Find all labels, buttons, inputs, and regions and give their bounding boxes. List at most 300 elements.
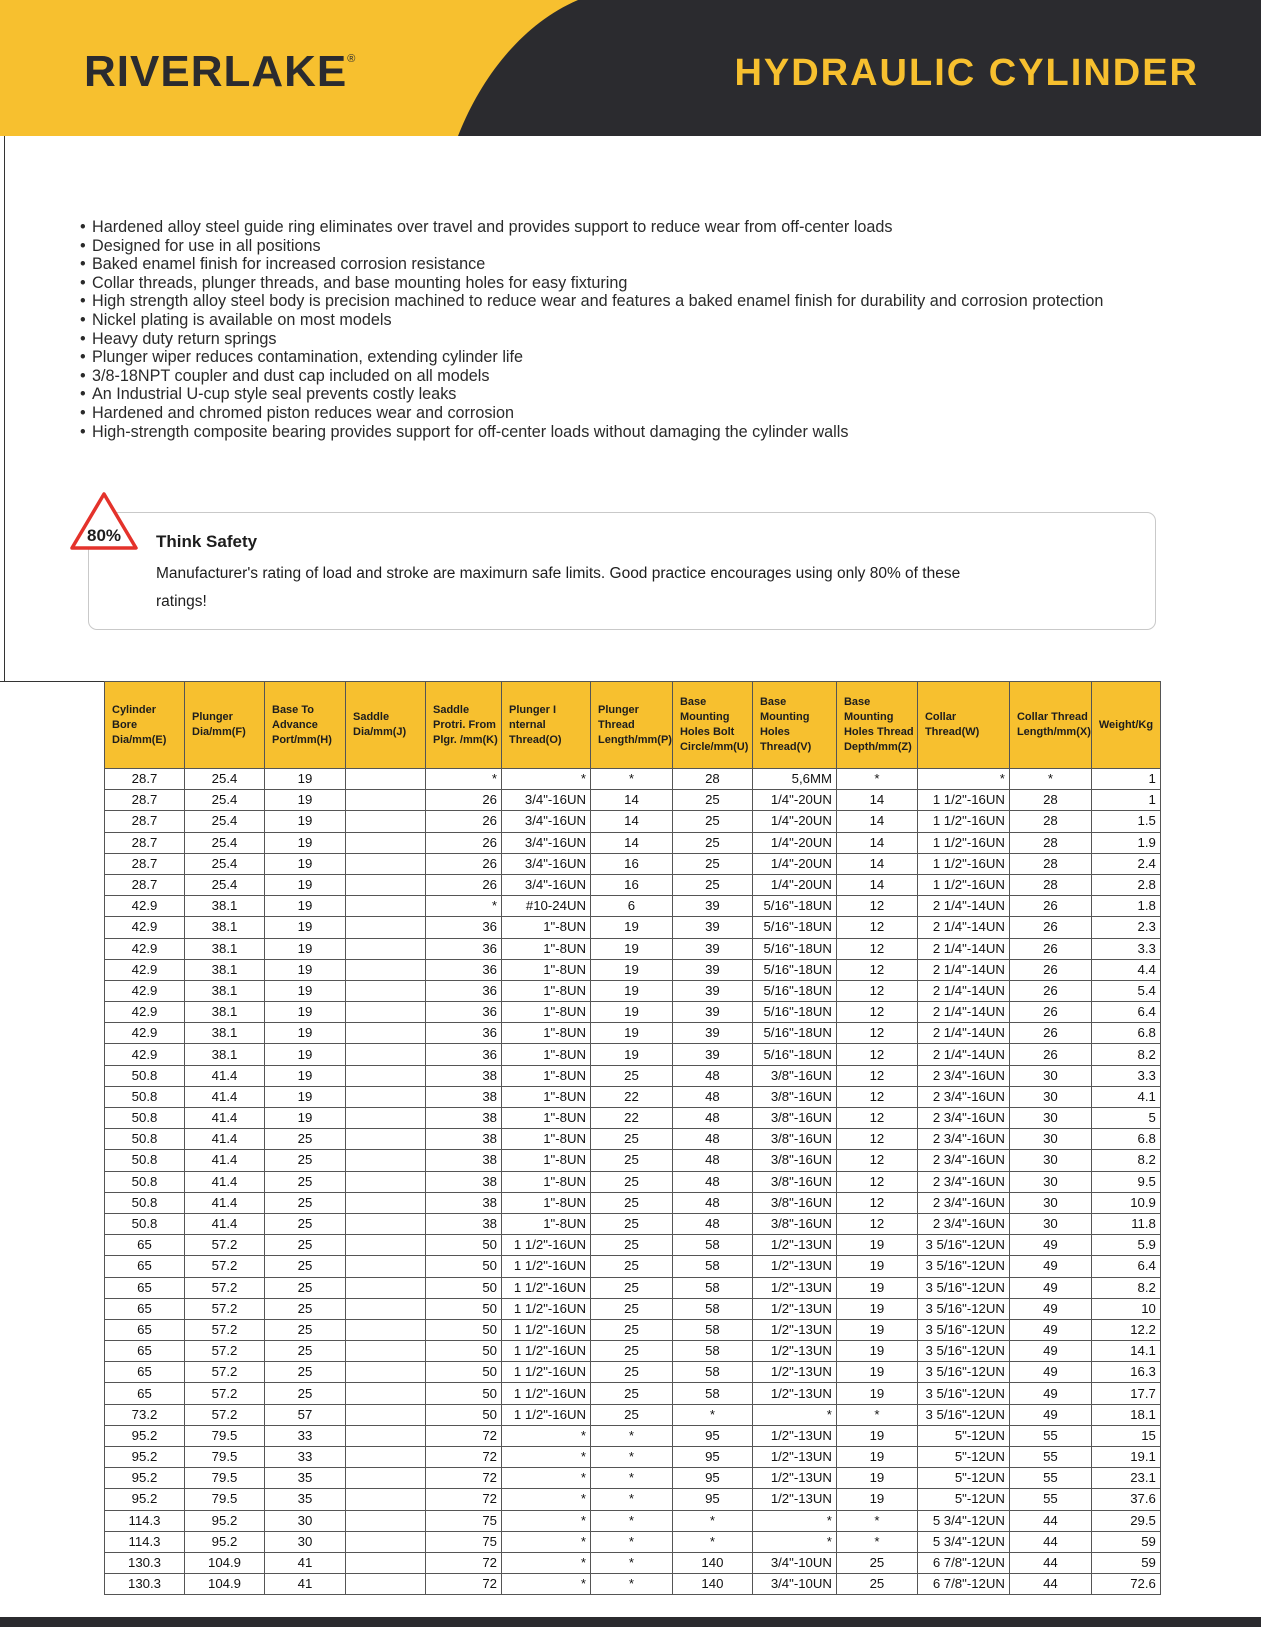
left-divider-horizontal xyxy=(0,681,104,682)
table-cell: 25 xyxy=(591,1362,673,1383)
table-cell: 16 xyxy=(591,853,673,874)
table-cell: 25 xyxy=(265,1192,346,1213)
table-cell: 5"-12UN xyxy=(917,1425,1009,1446)
table-cell: 22 xyxy=(591,1086,673,1107)
table-cell: 1/2"-13UN xyxy=(752,1489,836,1510)
feature-item: • High strength alloy steel body is precision machined to reduce wear and features a baked enamel finish for durability and corrosion protection xyxy=(80,292,1180,311)
table-cell xyxy=(346,1235,426,1256)
table-cell: 1"-8UN xyxy=(502,1086,591,1107)
table-cell: 50 xyxy=(426,1235,502,1256)
table-cell: 14 xyxy=(836,874,917,895)
table-row xyxy=(105,811,1161,832)
table-cell xyxy=(346,1044,426,1065)
table-cell: 39 xyxy=(672,1044,752,1065)
table-cell: * xyxy=(836,769,917,790)
table-cell: 25 xyxy=(591,1256,673,1277)
table-cell: 1 xyxy=(1091,790,1160,811)
table-cell: 55 xyxy=(1009,1425,1091,1446)
table-cell: 25 xyxy=(591,1150,673,1171)
table-cell: 6.8 xyxy=(1091,1129,1160,1150)
table-cell: 1/2"-13UN xyxy=(752,1341,836,1362)
table-cell: 95.2 xyxy=(105,1489,185,1510)
table-row xyxy=(105,1129,1161,1150)
table-row xyxy=(105,1552,1161,1573)
table-body xyxy=(105,769,1161,1595)
table-cell: 33 xyxy=(265,1447,346,1468)
table-cell: 44 xyxy=(1009,1531,1091,1552)
table-cell xyxy=(346,1213,426,1234)
table-cell: * xyxy=(591,1489,673,1510)
table-row xyxy=(105,853,1161,874)
table-cell: 35 xyxy=(265,1489,346,1510)
table-cell: * xyxy=(502,1510,591,1531)
table-cell: 25.4 xyxy=(185,811,265,832)
table-cell: 1"-8UN xyxy=(502,959,591,980)
table-cell: 1 1/2"-16UN xyxy=(502,1404,591,1425)
table-cell: 48 xyxy=(672,1086,752,1107)
table-cell: * xyxy=(502,1574,591,1595)
table-cell: * xyxy=(836,1531,917,1552)
table-cell: 1/2"-13UN xyxy=(752,1447,836,1468)
table-cell: 25 xyxy=(591,1171,673,1192)
table-cell: 25 xyxy=(591,1404,673,1425)
table-cell: 140 xyxy=(672,1552,752,1573)
table-cell: 12 xyxy=(836,1086,917,1107)
table-cell: 38.1 xyxy=(185,980,265,1001)
table-cell: 50 xyxy=(426,1362,502,1383)
table-cell xyxy=(346,1256,426,1277)
feature-item: • Heavy duty return springs xyxy=(80,330,1180,349)
table-cell: 72.6 xyxy=(1091,1574,1160,1595)
feature-item: • 3/8-18NPT coupler and dust cap included on all models xyxy=(80,367,1180,386)
table-cell: * xyxy=(502,1447,591,1468)
table-cell: 5,6MM xyxy=(752,769,836,790)
table-cell: 41 xyxy=(265,1552,346,1573)
table-cell: 1"-8UN xyxy=(502,1129,591,1150)
table-cell: 65 xyxy=(105,1362,185,1383)
table-cell: 50 xyxy=(426,1256,502,1277)
feature-item: • High-strength composite bearing provides support for off-center loads without damaging the cylinder walls xyxy=(80,423,1180,442)
table-cell: 25 xyxy=(265,1362,346,1383)
table-cell: 3/4"-16UN xyxy=(502,811,591,832)
table-cell: 48 xyxy=(672,1171,752,1192)
table-cell: 11.8 xyxy=(1091,1213,1160,1234)
table-cell: 5 3/4"-12UN xyxy=(917,1531,1009,1552)
table-row xyxy=(105,1319,1161,1340)
table-cell: 38.1 xyxy=(185,1023,265,1044)
table-cell: 19 xyxy=(836,1256,917,1277)
table-cell: 39 xyxy=(672,938,752,959)
table-cell: 2 1/4"-14UN xyxy=(917,896,1009,917)
table-row xyxy=(105,1044,1161,1065)
table-cell: 1 1/2"-16UN xyxy=(502,1277,591,1298)
table-cell xyxy=(346,1468,426,1489)
table-row xyxy=(105,1171,1161,1192)
table-cell: 28.7 xyxy=(105,769,185,790)
table-cell: 12 xyxy=(836,938,917,959)
table-cell: 25 xyxy=(591,1277,673,1298)
table-cell: 42.9 xyxy=(105,896,185,917)
feature-item: • Baked enamel finish for increased corrosion resistance xyxy=(80,255,1180,274)
table-cell: 19 xyxy=(836,1277,917,1298)
table-cell: * xyxy=(836,1510,917,1531)
table-cell: 26 xyxy=(426,874,502,895)
table-cell: 49 xyxy=(1009,1341,1091,1362)
table-cell: * xyxy=(591,1510,673,1531)
table-row xyxy=(105,1065,1161,1086)
table-cell: 12 xyxy=(836,959,917,980)
table-cell: 1 1/2"-16UN xyxy=(502,1298,591,1319)
table-cell: 1"-8UN xyxy=(502,1002,591,1023)
table-cell: 25 xyxy=(265,1129,346,1150)
table-cell: 1 1/2"-16UN xyxy=(502,1256,591,1277)
table-cell: 41.4 xyxy=(185,1086,265,1107)
table-cell: 2 1/4"-14UN xyxy=(917,980,1009,1001)
table-cell: 9.5 xyxy=(1091,1171,1160,1192)
table-row xyxy=(105,1447,1161,1468)
table-cell: 16.3 xyxy=(1091,1362,1160,1383)
column-header: Plunger I nternal Thread(O) xyxy=(502,682,591,769)
table-cell: 25 xyxy=(265,1383,346,1404)
feature-item: • Collar threads, plunger threads, and base mounting holes for easy fixturing xyxy=(80,274,1180,293)
column-header: Weight/Kg xyxy=(1091,682,1160,769)
table-cell xyxy=(346,1298,426,1319)
table-cell: 12 xyxy=(836,1065,917,1086)
table-cell: 25 xyxy=(672,853,752,874)
table-cell: 38 xyxy=(426,1192,502,1213)
table-cell: 26 xyxy=(426,853,502,874)
table-cell: 50 xyxy=(426,1341,502,1362)
table-cell: 4.1 xyxy=(1091,1086,1160,1107)
table-cell: 25 xyxy=(265,1171,346,1192)
table-cell: 57.2 xyxy=(185,1319,265,1340)
table-cell: 19 xyxy=(591,980,673,1001)
table-cell: 2 3/4"-16UN xyxy=(917,1086,1009,1107)
table-row xyxy=(105,1277,1161,1298)
table-cell: 19 xyxy=(265,917,346,938)
table-row xyxy=(105,1108,1161,1129)
table-cell: 25 xyxy=(672,874,752,895)
table-cell: 19 xyxy=(265,980,346,1001)
table-cell: 19 xyxy=(591,1023,673,1044)
table-cell xyxy=(346,1510,426,1531)
table-cell: * xyxy=(836,1404,917,1425)
table-cell: 25 xyxy=(265,1256,346,1277)
table-cell: 14.1 xyxy=(1091,1341,1160,1362)
table-cell: 12 xyxy=(836,1002,917,1023)
table-cell: 36 xyxy=(426,1002,502,1023)
table-cell: 14 xyxy=(591,790,673,811)
table-cell: * xyxy=(426,896,502,917)
table-cell: 3 5/16"-12UN xyxy=(917,1383,1009,1404)
table-cell: 114.3 xyxy=(105,1510,185,1531)
table-cell: 1 1/2"-16UN xyxy=(917,874,1009,895)
table-cell: 3 5/16"-12UN xyxy=(917,1341,1009,1362)
table-cell: 79.5 xyxy=(185,1447,265,1468)
table-cell: 72 xyxy=(426,1552,502,1573)
table-cell xyxy=(346,1150,426,1171)
table-cell: 38 xyxy=(426,1108,502,1129)
table-cell: * xyxy=(591,769,673,790)
table-row xyxy=(105,1023,1161,1044)
table-cell: 25 xyxy=(836,1574,917,1595)
table-cell: 42.9 xyxy=(105,1002,185,1023)
table-row xyxy=(105,1298,1161,1319)
table-cell: 65 xyxy=(105,1383,185,1404)
table-cell: 55 xyxy=(1009,1489,1091,1510)
table-row xyxy=(105,1383,1161,1404)
table-row xyxy=(105,1468,1161,1489)
table-cell: 130.3 xyxy=(105,1552,185,1573)
table-cell: 3.3 xyxy=(1091,938,1160,959)
table-cell xyxy=(346,1002,426,1023)
table-cell: 41.4 xyxy=(185,1108,265,1129)
table-cell: 25 xyxy=(591,1235,673,1256)
table-cell: 5/16"-18UN xyxy=(752,980,836,1001)
table-cell: 5.9 xyxy=(1091,1235,1160,1256)
table-cell xyxy=(346,1192,426,1213)
table-cell: 25 xyxy=(591,1383,673,1404)
table-cell: 19 xyxy=(265,811,346,832)
table-cell: 19 xyxy=(591,917,673,938)
table-cell: 1/2"-13UN xyxy=(752,1468,836,1489)
table-cell: 1.8 xyxy=(1091,896,1160,917)
table-cell: 19 xyxy=(265,959,346,980)
table-row xyxy=(105,832,1161,853)
table-cell: 30 xyxy=(265,1531,346,1552)
table-cell: 12 xyxy=(836,1171,917,1192)
table-cell: 3.3 xyxy=(1091,1065,1160,1086)
column-header: Plunger Dia/mm(F) xyxy=(185,682,265,769)
table-cell: 104.9 xyxy=(185,1574,265,1595)
table-cell: 25 xyxy=(265,1235,346,1256)
table-cell: * xyxy=(672,1510,752,1531)
table-cell: 28.7 xyxy=(105,832,185,853)
table-cell: 3 5/16"-12UN xyxy=(917,1319,1009,1340)
table-cell: 14 xyxy=(591,811,673,832)
table-cell: 42.9 xyxy=(105,959,185,980)
table-cell: 5"-12UN xyxy=(917,1447,1009,1468)
table-cell: * xyxy=(591,1425,673,1446)
column-header: Saddle Protri. From Plgr. /mm(K) xyxy=(426,682,502,769)
table-cell: 140 xyxy=(672,1574,752,1595)
table-cell xyxy=(346,832,426,853)
table-cell: 2.4 xyxy=(1091,853,1160,874)
table-cell: 25 xyxy=(265,1319,346,1340)
table-cell: 58 xyxy=(672,1235,752,1256)
table-cell: 95 xyxy=(672,1447,752,1468)
table-cell: 25 xyxy=(265,1298,346,1319)
table-cell: 48 xyxy=(672,1108,752,1129)
table-cell: 1"-8UN xyxy=(502,980,591,1001)
table-cell: 19 xyxy=(836,1447,917,1468)
table-cell: 3/8"-16UN xyxy=(752,1150,836,1171)
table-cell xyxy=(346,1362,426,1383)
table-cell: 65 xyxy=(105,1256,185,1277)
table-cell: 19 xyxy=(836,1489,917,1510)
table-cell: 5"-12UN xyxy=(917,1468,1009,1489)
table-cell: 5/16"-18UN xyxy=(752,917,836,938)
table-cell: 12 xyxy=(836,1213,917,1234)
column-header: Collar Thread Length/mm(X) xyxy=(1009,682,1091,769)
table-cell: 28 xyxy=(1009,874,1091,895)
table-cell: 36 xyxy=(426,980,502,1001)
table-cell: 19 xyxy=(836,1341,917,1362)
table-cell: 2 1/4"-14UN xyxy=(917,1023,1009,1044)
table-cell: 19 xyxy=(265,938,346,959)
table-cell: 3/4"-10UN xyxy=(752,1552,836,1573)
feature-item: • Plunger wiper reduces contamination, extending cylinder life xyxy=(80,348,1180,367)
table-cell: 2 1/4"-14UN xyxy=(917,938,1009,959)
table-cell: 57.2 xyxy=(185,1256,265,1277)
table-cell: 10 xyxy=(1091,1298,1160,1319)
table-cell: 25 xyxy=(672,832,752,853)
table-cell: * xyxy=(591,1447,673,1468)
table-cell: 19 xyxy=(591,959,673,980)
table-cell: 25 xyxy=(265,1277,346,1298)
table-cell: 44 xyxy=(1009,1510,1091,1531)
table-row xyxy=(105,1510,1161,1531)
table-cell: 65 xyxy=(105,1235,185,1256)
table-cell: 38.1 xyxy=(185,896,265,917)
table-cell: * xyxy=(917,769,1009,790)
table-cell: 36 xyxy=(426,1023,502,1044)
table-cell: 1 1/2"-16UN xyxy=(502,1362,591,1383)
table-cell: 42.9 xyxy=(105,917,185,938)
table-row xyxy=(105,1531,1161,1552)
table-cell: 1/4"-20UN xyxy=(752,832,836,853)
table-cell: 50.8 xyxy=(105,1108,185,1129)
table-cell: 42.9 xyxy=(105,938,185,959)
table-row xyxy=(105,1002,1161,1023)
table-cell: * xyxy=(752,1531,836,1552)
table-cell: * xyxy=(591,1468,673,1489)
table-cell: 19 xyxy=(265,769,346,790)
table-cell: 17.7 xyxy=(1091,1383,1160,1404)
table-cell: 12 xyxy=(836,1192,917,1213)
table-cell: 4.4 xyxy=(1091,959,1160,980)
table-cell: 28 xyxy=(1009,832,1091,853)
table-cell: 1 1/2"-16UN xyxy=(502,1319,591,1340)
table-cell: 19 xyxy=(265,1044,346,1065)
table-row xyxy=(105,1341,1161,1362)
table-cell: 30 xyxy=(1009,1192,1091,1213)
table-cell: * xyxy=(502,1531,591,1552)
column-header: Base To Advance Port/mm(H) xyxy=(265,682,346,769)
table-cell: 26 xyxy=(1009,1023,1091,1044)
table-cell: 19 xyxy=(265,1086,346,1107)
table-cell: 25 xyxy=(672,811,752,832)
table-cell: 12 xyxy=(836,1108,917,1129)
table-cell: 5/16"-18UN xyxy=(752,1023,836,1044)
table-cell: 2 3/4"-16UN xyxy=(917,1150,1009,1171)
table-cell: 1/4"-20UN xyxy=(752,853,836,874)
table-cell: 5/16"-18UN xyxy=(752,938,836,959)
table-cell: 6 xyxy=(591,896,673,917)
table-cell: * xyxy=(502,1489,591,1510)
table-cell xyxy=(346,1319,426,1340)
table-cell xyxy=(346,1341,426,1362)
table-cell: 30 xyxy=(1009,1108,1091,1129)
table-cell: #10-24UN xyxy=(502,896,591,917)
table-cell: 14 xyxy=(836,832,917,853)
table-cell: 3 5/16"-12UN xyxy=(917,1277,1009,1298)
table-cell: 5/16"-18UN xyxy=(752,959,836,980)
table-cell: 1 1/2"-16UN xyxy=(917,811,1009,832)
table-cell: 26 xyxy=(426,811,502,832)
table-row xyxy=(105,1150,1161,1171)
table-cell: 1/4"-20UN xyxy=(752,811,836,832)
table-cell: 28.7 xyxy=(105,853,185,874)
table-cell: 28.7 xyxy=(105,874,185,895)
table-cell: 79.5 xyxy=(185,1489,265,1510)
table-cell: 130.3 xyxy=(105,1574,185,1595)
table-cell xyxy=(346,1489,426,1510)
table-cell: 19 xyxy=(265,896,346,917)
table-cell: 26 xyxy=(1009,896,1091,917)
table-cell: 25 xyxy=(591,1341,673,1362)
table-cell: 65 xyxy=(105,1341,185,1362)
table-cell: 50.8 xyxy=(105,1171,185,1192)
table-cell: 65 xyxy=(105,1319,185,1340)
table-cell: 12 xyxy=(836,1150,917,1171)
table-cell xyxy=(346,1108,426,1129)
table-cell xyxy=(346,1129,426,1150)
table-cell xyxy=(346,1023,426,1044)
feature-item: • An Industrial U-cup style seal prevents costly leaks xyxy=(80,385,1180,404)
table-cell xyxy=(346,1425,426,1446)
table-cell: 1 1/2"-16UN xyxy=(502,1341,591,1362)
table-cell: 2 3/4"-16UN xyxy=(917,1108,1009,1129)
table-cell: 95.2 xyxy=(185,1531,265,1552)
table-cell xyxy=(346,1447,426,1468)
table-cell: 26 xyxy=(1009,938,1091,959)
table-cell: 50.8 xyxy=(105,1213,185,1234)
table-cell xyxy=(346,1086,426,1107)
table-cell: 49 xyxy=(1009,1362,1091,1383)
table-cell: 1"-8UN xyxy=(502,917,591,938)
table-cell: 3/8"-16UN xyxy=(752,1213,836,1234)
table-cell: 59 xyxy=(1091,1552,1160,1573)
table-cell xyxy=(346,938,426,959)
table-cell: 3 5/16"-12UN xyxy=(917,1235,1009,1256)
table-cell: 19 xyxy=(836,1468,917,1489)
table-cell: 5/16"-18UN xyxy=(752,1044,836,1065)
table-cell: 6 7/8"-12UN xyxy=(917,1552,1009,1573)
column-header: Plunger Thread Length/mm(P) xyxy=(591,682,673,769)
table-cell: 19 xyxy=(265,832,346,853)
table-cell: 57 xyxy=(265,1404,346,1425)
table-cell: 75 xyxy=(426,1510,502,1531)
table-cell: 28 xyxy=(1009,853,1091,874)
table-cell: 1.9 xyxy=(1091,832,1160,853)
table-cell: 65 xyxy=(105,1277,185,1298)
table-cell: 26 xyxy=(1009,917,1091,938)
table-cell: 57.2 xyxy=(185,1362,265,1383)
table-cell: 2 1/4"-14UN xyxy=(917,917,1009,938)
table-cell: 3/4"-16UN xyxy=(502,790,591,811)
table-cell: 3 5/16"-12UN xyxy=(917,1404,1009,1425)
table-cell xyxy=(346,1383,426,1404)
table-cell: 38.1 xyxy=(185,917,265,938)
table-cell: 50.8 xyxy=(105,1192,185,1213)
table-cell: 33 xyxy=(265,1425,346,1446)
table-cell: 28 xyxy=(1009,811,1091,832)
page-header xyxy=(0,0,1261,136)
table-cell xyxy=(346,790,426,811)
table-cell: 28.7 xyxy=(105,811,185,832)
safety-text: Manufacturer's rating of load and stroke are maximurn safe limits. Good practice encourages using only 80% of these ratings! xyxy=(156,565,961,610)
